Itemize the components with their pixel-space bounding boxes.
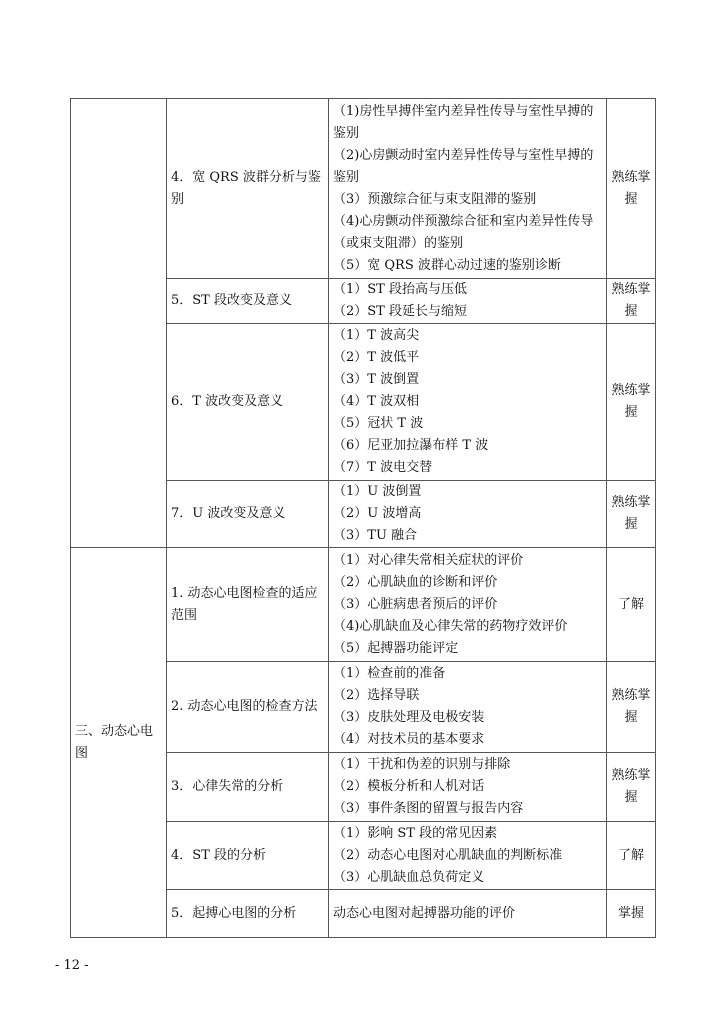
content-item: （1）T 波高尖 <box>333 328 420 343</box>
topic-cell: 5．ST 段改变及意义 <box>167 279 329 324</box>
content-item: （1）U 波倒置 <box>333 484 422 499</box>
section-cell-empty <box>71 99 167 548</box>
content-cell <box>329 481 607 548</box>
content-cell <box>329 99 607 279</box>
topic-cell: 3．心律失常的分析 <box>167 753 329 822</box>
level-cell: 熟练掌握 <box>607 481 656 548</box>
content-item: （2）动态心电图对心肌缺血的判断标准 <box>333 847 563 863</box>
content-item: （3）心脏病患者预后的评价 <box>333 596 498 612</box>
content-item: （1）ST 段抬高与压低 <box>333 282 467 297</box>
topic-cell: 4．ST 段的分析 <box>167 822 329 890</box>
content-item: （5）冠状 T 波 <box>333 416 424 431</box>
content-item: （2）选择导联 <box>333 688 420 703</box>
content-item: （2)心房颤动时室内差异性传导与室性早搏的鉴别 <box>333 147 594 185</box>
content-item: （1）影响 ST 段的常见因素 <box>333 825 498 841</box>
content-item: （2）ST 段延长与缩短 <box>333 304 467 319</box>
content-cell <box>329 548 607 662</box>
syllabus-table <box>70 98 656 938</box>
content-cell <box>329 890 607 938</box>
content-cell <box>329 324 607 481</box>
topic-cell: 6．T 波改变及意义 <box>167 324 329 481</box>
content-item: （3）T 波倒置 <box>333 372 420 387</box>
topic-cell: 2. 动态心电图的检查方法 <box>167 662 329 753</box>
content-item: （3）皮肤处理及电极安装 <box>333 710 485 725</box>
content-item: （1）检查前的准备 <box>333 666 446 681</box>
content-cell <box>329 822 607 890</box>
content-item: 动态心电图对起搏器功能的评价 <box>333 905 516 921</box>
content-item: （4）对技术员的基本要求 <box>333 732 485 747</box>
level-cell: 熟练掌握 <box>607 324 656 481</box>
table-row <box>71 99 656 279</box>
content-item: （1)房性早搏伴室内差异性传导与室性早搏的鉴别 <box>333 103 594 141</box>
table-row <box>71 548 656 662</box>
content-item: （3）心肌缺血总负荷定义 <box>333 869 485 885</box>
content-item: （4)心房颤动伴预激综合征和室内差异性传导（或束支阻滞）的鉴别 <box>333 213 594 251</box>
level-cell: 熟练掌握 <box>607 279 656 324</box>
content-item: （3）预激综合征与束支阻滞的鉴别 <box>333 191 537 207</box>
content-item: （3）事件条图的留置与报告内容 <box>333 801 524 816</box>
page-number: - 12 - <box>55 958 89 973</box>
topic-cell: 7．U 波改变及意义 <box>167 481 329 548</box>
level-cell: 掌握 <box>607 890 656 938</box>
content-item: （2）T 波低平 <box>333 350 420 365</box>
content-item: （2）U 波增高 <box>333 506 422 521</box>
topic-cell: 5．起搏心电图的分析 <box>167 890 329 938</box>
content-item: （6）尼亚加拉瀑布样 T 波 <box>333 438 489 453</box>
content-cell <box>329 279 607 324</box>
topic-cell: 1. 动态心电图检查的适应范围 <box>167 548 329 662</box>
content-item: （7）T 波电交替 <box>333 460 433 475</box>
content-item: （1）对心律失常相关症状的评价 <box>333 552 524 568</box>
content-item: （2）心肌缺血的诊断和评价 <box>333 574 498 590</box>
level-cell: 了解 <box>607 548 656 662</box>
content-cell <box>329 662 607 753</box>
content-item: （2）模板分析和人机对话 <box>333 779 485 794</box>
content-item: （4)心肌缺血及心律失常的药物疗效评价 <box>333 618 568 634</box>
content-item: （3）TU 融合 <box>333 528 418 543</box>
section-title: 三、动态心电图 <box>75 723 154 761</box>
content-item: （5）起搏器功能评定 <box>333 640 459 656</box>
topic-cell: 4．宽 QRS 波群分析与鉴别 <box>167 99 329 279</box>
level-cell: 熟练掌握 <box>607 753 656 822</box>
content-item: （4）T 波双相 <box>333 394 420 409</box>
level-cell: 熟练掌握 <box>607 662 656 753</box>
section-cell <box>71 548 167 938</box>
level-cell: 了解 <box>607 822 656 890</box>
level-cell: 熟练掌握 <box>607 99 656 279</box>
content-item: （5）宽 QRS 波群心动过速的鉴别诊断 <box>333 257 561 273</box>
content-cell <box>329 753 607 822</box>
content-item: （1）干扰和伪差的识别与排除 <box>333 757 511 772</box>
